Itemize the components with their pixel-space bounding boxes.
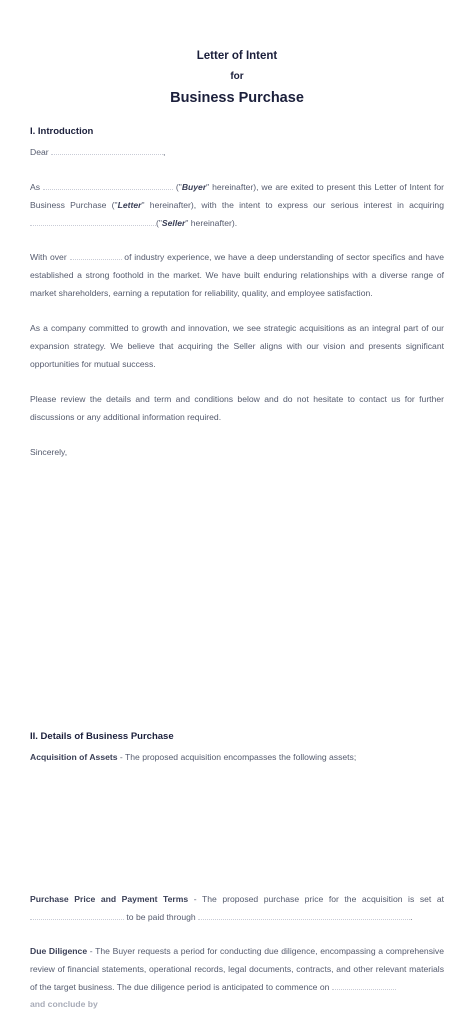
dear-text: Dear — [30, 147, 49, 157]
buyer-term: Buyer — [181, 182, 207, 192]
text-fragment: With over — [30, 252, 70, 262]
document-subtitle: Business Purchase — [170, 90, 304, 106]
purchase-price-paragraph — [30, 891, 444, 927]
due-diligence-label: Due Diligence — [30, 946, 88, 956]
text-fragment: " hereinafter), with the intent to express our serious interest in acquiring — [141, 199, 444, 210]
text-fragment: " hereinafter). — [185, 217, 238, 228]
text-fragment: (" — [172, 182, 182, 192]
as-text: As — [30, 182, 41, 192]
purchase-price-field[interactable] — [30, 909, 124, 920]
assets-label: Acquisition of Assets — [30, 752, 118, 762]
due-diligence-paragraph — [30, 943, 444, 996]
assets-text: - The proposed acquisition encompasses the following assets; — [117, 752, 357, 762]
recipient-name-field[interactable] — [51, 144, 166, 157]
letter-term: Letter — [117, 199, 142, 210]
text-fragment: - The Buyer requests a period for conducting due diligence, encompassing a comprehensive review of financial statements, operational records, legal documents, contracts, and other relevant materials of the target business. The due diligence period is anticipated to commence on — [30, 946, 444, 992]
text-fragment: " hereinafter), we are exited to present this Letter of Intent for Business Purchase (" — [30, 182, 444, 210]
intro-paragraph-2 — [30, 249, 444, 302]
document-title: Letter of Intent — [196, 50, 278, 62]
text-fragment: - The proposed purchase price for the acquisition is set at — [188, 894, 444, 904]
text-fragment: . — [410, 911, 413, 922]
seller-name-field[interactable] — [30, 215, 156, 226]
intro-paragraph-1 — [30, 179, 444, 232]
text-fragment: (" — [156, 217, 162, 228]
acquisition-of-assets — [30, 749, 444, 767]
salutation — [30, 144, 444, 162]
buyer-name-field[interactable] — [43, 179, 173, 190]
document-title-connector: for — [230, 71, 244, 82]
text-fragment: of industry experience, we have a deep understanding of sector specifics and have established a strong foothold in the market. We have built enduring relationships with a diverse range of market shareholders, earning a reputation for reliability, quality, and employee satisfaction. — [30, 252, 444, 298]
section-heading-details: II. Details of Business Purchase — [30, 731, 174, 742]
intro-paragraph-3: As a company committed to growth and innovation, we see strategic acquisitions as an integral part of our expansion strategy. We believe that acquiring the Seller aligns with our vision and presents significant opportunities for mutual success. — [30, 323, 444, 369]
section-heading-introduction: I. Introduction — [30, 126, 94, 137]
price-label: Purchase Price and Payment Terms — [30, 894, 189, 904]
due-diligence-start-field[interactable] — [332, 979, 396, 990]
salutation-comma: , — [163, 147, 166, 157]
due-diligence-tail: and conclude by — [30, 999, 98, 1009]
closing-sincerely: Sincerely, — [30, 447, 68, 457]
text-fragment: to be paid through — [124, 911, 199, 922]
years-experience-field[interactable] — [70, 249, 122, 260]
seller-term: Seller — [161, 217, 186, 228]
intro-paragraph-4: Please review the details and term and conditions below and do not hesitate to contact us for further discussions or any additional information required. — [30, 394, 444, 422]
payment-method-field[interactable] — [198, 909, 413, 922]
